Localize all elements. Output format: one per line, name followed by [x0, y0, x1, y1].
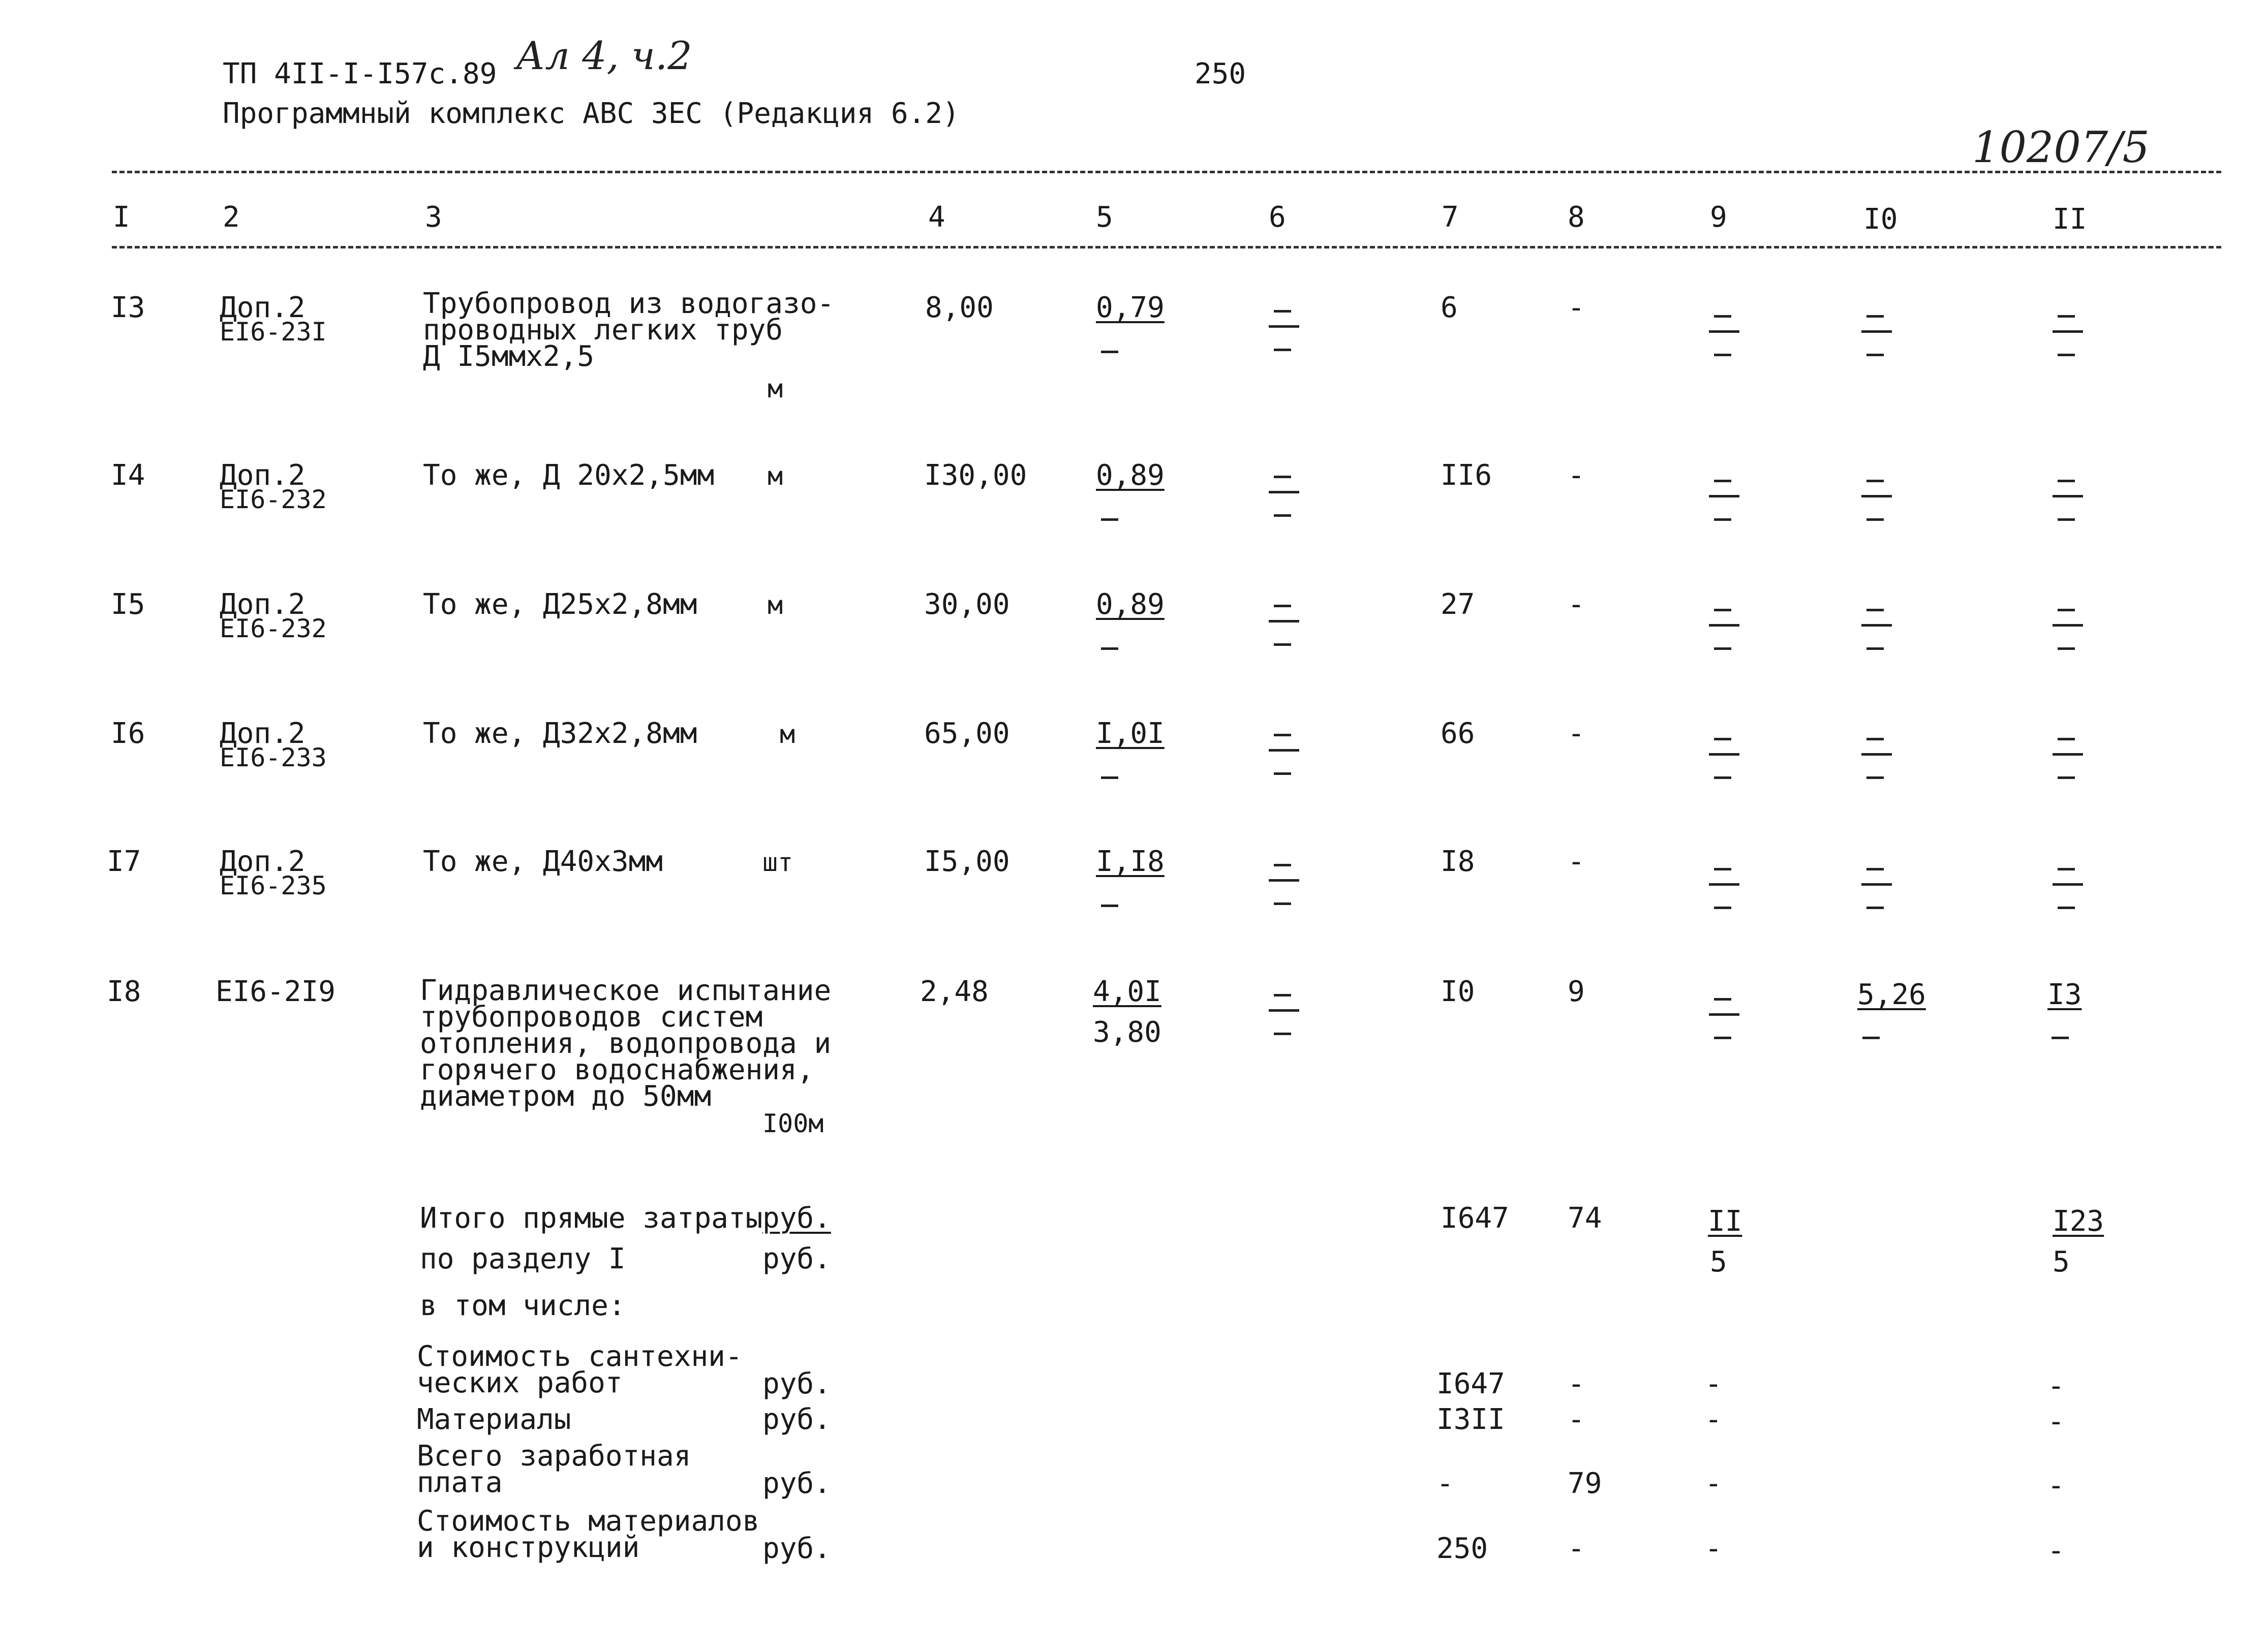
header-rule-top	[112, 171, 2221, 173]
column-heading-5: 5	[1096, 201, 1113, 234]
breakdown-item-col7: 250	[1436, 1532, 1488, 1565]
breakdown-item-col9: -	[1705, 1403, 1722, 1436]
row-unit-price: 4,0I	[1093, 975, 1161, 1008]
row-unit-price: I,I8	[1096, 845, 1165, 878]
row-code-b: ЕI6-23I	[220, 317, 327, 347]
row-unit-price: 0,79	[1096, 291, 1165, 324]
column-heading-3: 3	[425, 201, 442, 234]
row-total: I0	[1441, 975, 1475, 1008]
row-col8: -	[1568, 845, 1585, 878]
breakdown-item-col8: -	[1568, 1403, 1585, 1436]
direct-costs-col9: II	[1708, 1205, 1742, 1238]
row-code-b: ЕI6-233	[220, 743, 327, 772]
breakdown-item-col7: -	[1436, 1467, 1454, 1500]
row-unit-price: 0,89	[1096, 459, 1165, 492]
header-rule-bottom	[112, 246, 2221, 248]
stamp-number: 10207/5	[1972, 122, 2150, 172]
column-heading-9: 9	[1710, 201, 1727, 234]
direct-costs-col7: I647	[1441, 1202, 1509, 1235]
row-quantity: I5,00	[924, 845, 1010, 878]
breakdown-item-col11: -	[2047, 1469, 2065, 1502]
row-code-a: ЕI6-2I9	[216, 975, 336, 1008]
column-heading-4: 4	[928, 201, 945, 234]
section-col9: 5	[1710, 1245, 1727, 1279]
including-label: в том числе:	[420, 1289, 626, 1322]
row-code-a: Доп.2	[220, 291, 305, 324]
breakdown-item-col7: I647	[1436, 1367, 1505, 1400]
column-heading-8: 8	[1568, 201, 1585, 234]
row-code-b: ЕI6-235	[220, 871, 327, 900]
page-number: 250	[1195, 57, 1246, 90]
row-price-lower-dash	[1101, 351, 1118, 353]
row-quantity: I30,00	[924, 459, 1027, 492]
row-col8: -	[1568, 588, 1585, 621]
row-unit: шт	[762, 848, 793, 877]
direct-costs-unit: руб.	[762, 1202, 831, 1235]
row-col8: -	[1568, 717, 1585, 750]
row-price-lower-dash	[1101, 647, 1118, 650]
breakdown-item-label: Стоимость материалов и конструкций	[417, 1505, 760, 1564]
row-quantity: 8,00	[925, 291, 994, 324]
row-total: II6	[1441, 459, 1492, 492]
row-unit: м	[768, 461, 783, 491]
column-heading-6: 6	[1269, 201, 1286, 234]
row-unit-price: 0,89	[1096, 588, 1165, 621]
row-code-a: Доп.2	[220, 459, 305, 492]
breakdown-item-col8: 79	[1568, 1467, 1602, 1500]
column-heading-2: 2	[223, 201, 240, 234]
breakdown-item-unit: руб.	[762, 1532, 831, 1565]
breakdown-item-col9: -	[1705, 1532, 1722, 1565]
row-description: То же, Д25х2,8мм	[423, 588, 697, 621]
row-unit: м	[780, 720, 795, 749]
row-number: I7	[107, 845, 141, 878]
row-unit-price-lower: 3,80	[1093, 1016, 1161, 1049]
row-total: 66	[1441, 717, 1475, 750]
breakdown-item-col8: -	[1568, 1367, 1585, 1400]
breakdown-item-label: Материалы	[417, 1403, 571, 1436]
row-col8: -	[1568, 459, 1585, 492]
row-number: I6	[111, 717, 145, 750]
row-total: 27	[1441, 588, 1475, 621]
row-total: 6	[1441, 291, 1458, 324]
breakdown-item-col11: -	[2047, 1405, 2065, 1438]
column-heading-1: I	[113, 201, 130, 234]
breakdown-item-col9: -	[1705, 1467, 1722, 1500]
section-unit: руб.	[762, 1242, 831, 1275]
row-number: I8	[107, 975, 141, 1008]
row-unit: м	[768, 590, 783, 620]
row-col11-lower-dash	[2052, 1037, 2069, 1039]
row-quantity: 30,00	[924, 588, 1010, 621]
breakdown-item-label: Всего заработная плата	[417, 1440, 691, 1499]
row-code-a: Доп.2	[220, 717, 305, 750]
breakdown-item-col9: -	[1705, 1367, 1722, 1400]
row-col8: -	[1568, 291, 1585, 324]
row-number: I4	[111, 459, 145, 492]
row-total: I8	[1441, 845, 1475, 878]
breakdown-item-unit: руб.	[762, 1403, 831, 1436]
row-price-lower-dash	[1101, 518, 1118, 521]
row-code-b: ЕI6-232	[220, 614, 327, 643]
row-description: То же, Д32х2,8мм	[423, 717, 697, 750]
row-col11: I3	[2047, 978, 2082, 1011]
column-heading-10: I0	[1863, 203, 1898, 236]
row-unit: м	[768, 374, 783, 403]
row-unit-price: I,0I	[1096, 717, 1165, 750]
column-heading-11: II	[2053, 203, 2087, 236]
section-label: по разделу I	[420, 1242, 626, 1275]
row-col10-lower-dash	[1862, 1037, 1880, 1039]
row-description: То же, Д 20х2,5мм	[423, 459, 715, 492]
row-quantity: 2,48	[920, 975, 989, 1008]
row-unit: I00м	[762, 1109, 824, 1138]
direct-costs-col8: 74	[1568, 1202, 1602, 1235]
row-col8: 9	[1568, 975, 1585, 1008]
row-number: I3	[111, 291, 145, 324]
direct-costs-col11: I23	[2053, 1205, 2104, 1238]
row-code-b: ЕI6-232	[220, 485, 327, 514]
breakdown-item-label: Стоимость сантехни- ческих работ	[417, 1340, 743, 1399]
direct-costs-label: Итого прямые затраты	[420, 1202, 763, 1235]
row-description: То же, Д40х3мм	[423, 845, 663, 878]
section-col11: 5	[2053, 1245, 2070, 1279]
breakdown-item-unit: руб.	[762, 1367, 831, 1400]
row-code-a: Доп.2	[220, 588, 305, 621]
row-price-lower-dash	[1101, 905, 1118, 907]
breakdown-item-col11: -	[2047, 1534, 2065, 1567]
row-code-a: Доп.2	[220, 845, 305, 878]
handwritten-note: Ал 4, ч.2	[516, 33, 692, 78]
breakdown-item-col7: I3II	[1436, 1403, 1505, 1436]
row-number: I5	[111, 588, 145, 621]
breakdown-item-unit: руб.	[762, 1467, 831, 1500]
document-subtitle: Программный комплекс АВС ЗЕС (Редакция 6.2)	[223, 97, 960, 130]
row-price-lower-dash	[1101, 776, 1118, 779]
row-quantity: 65,00	[924, 717, 1010, 750]
breakdown-item-col8: -	[1568, 1532, 1585, 1565]
column-heading-7: 7	[1442, 201, 1459, 234]
document-code: ТП 4II-I-I57с.89	[223, 57, 497, 90]
row-description: Гидравлическое испытание трубопроводов систем отопления, водопровода и горячего водоснабжения, диаметром до 50мм	[420, 974, 832, 1113]
breakdown-item-col11: -	[2047, 1369, 2065, 1402]
row-col10: 5,26	[1857, 978, 1926, 1011]
row-description: Трубопровод из водогазо- проводных легких труб Д I5ммх2,5	[423, 287, 835, 373]
